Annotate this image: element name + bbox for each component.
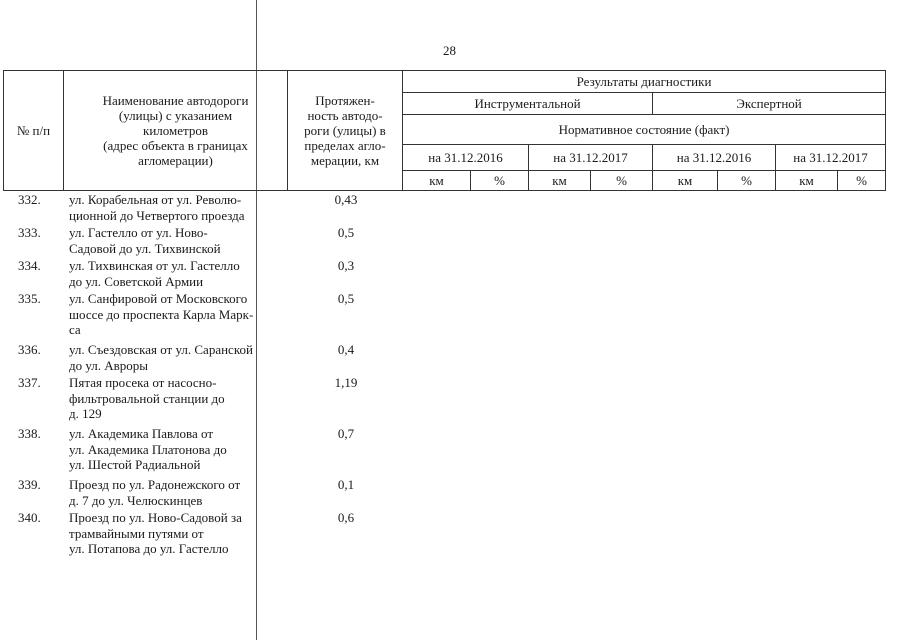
road-name: ул. Академика Павлова от ул. Академика Платонова до ул. Шестой Радиальной <box>69 426 227 472</box>
table-row <box>0 477 905 510</box>
table-row <box>0 510 905 561</box>
header-date: на 31.12.2016 <box>403 145 529 171</box>
road-name: Пятая просека от насосно- фильтровальной станции до д. 129 <box>69 375 225 421</box>
road-length: 1,19 <box>334 375 358 390</box>
header-unit: % <box>718 171 776 191</box>
road-name: ул. Корабельная от ул. Револю- ционной до Четвертого проезда <box>69 192 245 223</box>
page-number: 28 <box>443 43 456 58</box>
header-unit: км <box>403 171 471 191</box>
road-length: 0,3 <box>337 258 355 273</box>
header-unit: км <box>529 171 591 191</box>
header-unit: км <box>776 171 838 191</box>
header-unit: % <box>838 171 886 191</box>
table-row <box>0 291 905 342</box>
row-number: 337. <box>18 375 41 390</box>
row-number: 335. <box>18 291 41 306</box>
row-number: 340. <box>18 510 41 525</box>
header-date: на 31.12.2016 <box>653 145 776 171</box>
table-header <box>3 70 886 191</box>
header-expert: Экспертной <box>653 93 886 115</box>
header-normative: Нормативное состояние (факт) <box>403 115 886 145</box>
road-name: ул. Санфировой от Московского шоссе до проспекта Карла Марк- са <box>69 291 254 337</box>
header-instrumental: Инструментальной <box>403 93 653 115</box>
header-length: Протяжен- ность автодо- роги (улицы) в пределах агло- мерации, км <box>288 71 403 191</box>
road-length: 0,6 <box>337 510 355 525</box>
road-name: ул. Съездовская от ул. Саранской до ул. Авроры <box>69 342 253 373</box>
road-length: 0,5 <box>337 291 355 306</box>
row-number: 333. <box>18 225 41 240</box>
row-number: 338. <box>18 426 41 441</box>
row-number: 334. <box>18 258 41 273</box>
table-body <box>0 192 905 561</box>
road-length: 0,4 <box>337 342 355 357</box>
road-name: ул. Тихвинская от ул. Гастелло до ул. Советской Армии <box>69 258 240 289</box>
row-number: 332. <box>18 192 41 207</box>
header-num: № п/п <box>4 71 64 191</box>
road-length: 0,7 <box>337 426 355 441</box>
header-name: Наименование автодороги (улицы) с указанием километров (адрес объекта в границах агломерации) <box>64 71 288 191</box>
row-number: 339. <box>18 477 41 492</box>
table-row <box>0 225 905 258</box>
road-length: 0,43 <box>334 192 358 207</box>
header-results: Результаты диагностики <box>403 71 886 93</box>
road-length: 0,1 <box>337 477 355 492</box>
header-unit: км <box>653 171 718 191</box>
header-unit: % <box>471 171 529 191</box>
header-unit: % <box>591 171 653 191</box>
road-name: Проезд по ул. Радонежского от д. 7 до ул. Челюскинцев <box>69 477 241 508</box>
table-row <box>0 375 905 426</box>
road-name: Проезд по ул. Ново-Садовой за трамвайными путями от ул. Потапова до ул. Гастелло <box>69 510 242 556</box>
table-row <box>0 258 905 291</box>
row-number: 336. <box>18 342 41 357</box>
header-date: на 31.12.2017 <box>529 145 653 171</box>
table-row <box>0 342 905 375</box>
table-row <box>0 192 905 225</box>
road-name: ул. Гастелло от ул. Ново- Садовой до ул. Тихвинской <box>69 225 221 256</box>
road-length: 0,5 <box>337 225 355 240</box>
table-row <box>0 426 905 477</box>
header-date: на 31.12.2017 <box>776 145 886 171</box>
